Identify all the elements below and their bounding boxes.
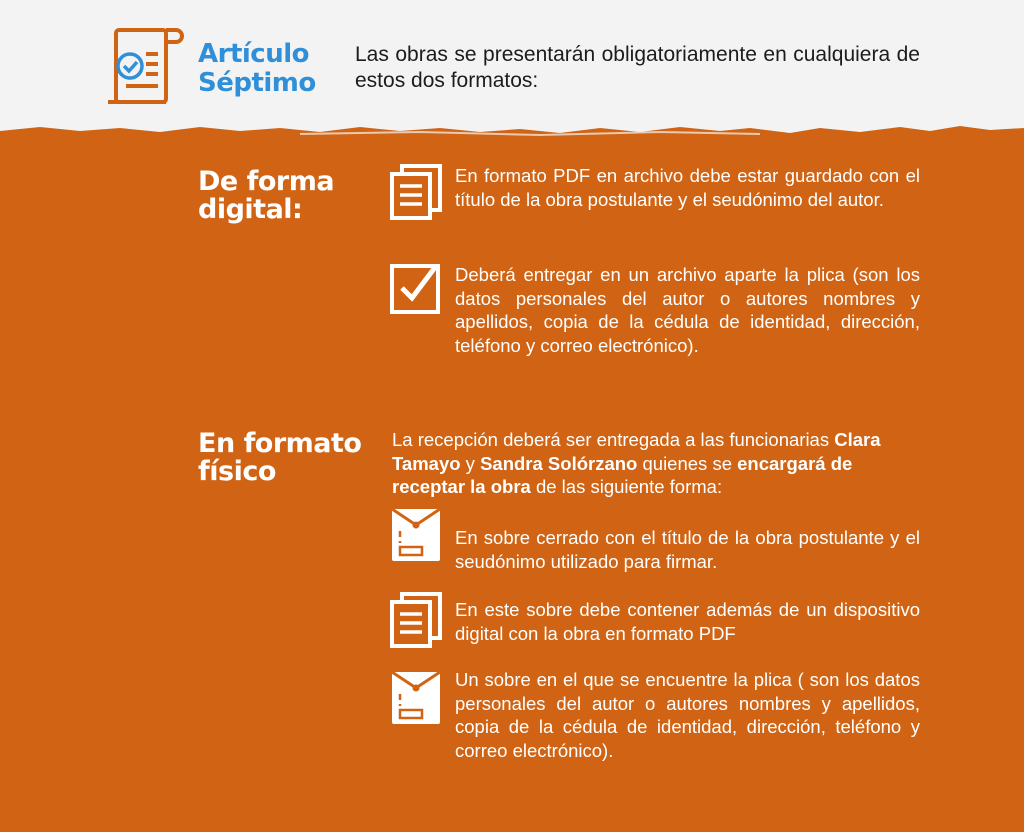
physical-intro-part4: de las siguiente forma: <box>530 476 723 497</box>
intro-text: Las obras se presentarán obligatoriamente en cualquiera de estos dos formatos: <box>355 43 920 92</box>
physical-intro-name2: Sandra Solórzano <box>480 452 638 474</box>
physical-intro <box>392 428 922 499</box>
envelope-icon <box>388 668 444 726</box>
physical-intro-part1: La recepción deberá ser entregada a las funcionarias <box>392 429 835 450</box>
digital-item-2: Deberá entregar en un archivo aparte la plica (son los datos personales del autor o autores nombres y apellidos, copia de la cédula de identidad, dirección, teléfono y correo electrónico). <box>455 264 920 356</box>
envelope-icon <box>388 505 444 563</box>
physical-intro-name1: Clara Tamayo <box>392 429 881 474</box>
digital-heading <box>198 168 334 224</box>
physical-heading-line1: En formato <box>198 428 362 459</box>
digital-heading-line1: De forma <box>198 166 335 197</box>
digital-heading-line2: digital: <box>198 194 303 225</box>
physical-heading-line2: físico <box>198 456 276 487</box>
checkbox-icon <box>388 258 444 316</box>
physical-item-1: En sobre cerrado con el título de la obra postulante y el seudónimo utilizado para firmar. <box>455 527 920 572</box>
documents-icon <box>388 590 444 648</box>
physical-intro-part2: y <box>460 452 481 474</box>
digital-item-1: En formato PDF en archivo debe estar guardado con el título de la obra postulante y el seudónimo del autor. <box>455 165 920 210</box>
physical-intro-part3: quienes se <box>637 452 738 474</box>
physical-heading <box>198 430 362 486</box>
physical-intro-bold: encargará de receptar la obra <box>392 452 853 497</box>
article-title-line2: Séptimo <box>198 68 316 98</box>
physical-item-2: En este sobre debe contener además de un dispositivo digital con la obra en formato PDF <box>455 599 920 644</box>
documents-icon <box>388 162 444 220</box>
physical-item-3: Un sobre en el que se encuentre la plica ( son los datos personales del autor o autores nombres y apellidos, copia de la cédula de identidad, dirección, teléfono y correo electrónico). <box>455 669 920 761</box>
article-title-line1: Artículo <box>198 39 309 69</box>
article-title <box>198 40 316 98</box>
document-check-icon <box>104 24 186 110</box>
